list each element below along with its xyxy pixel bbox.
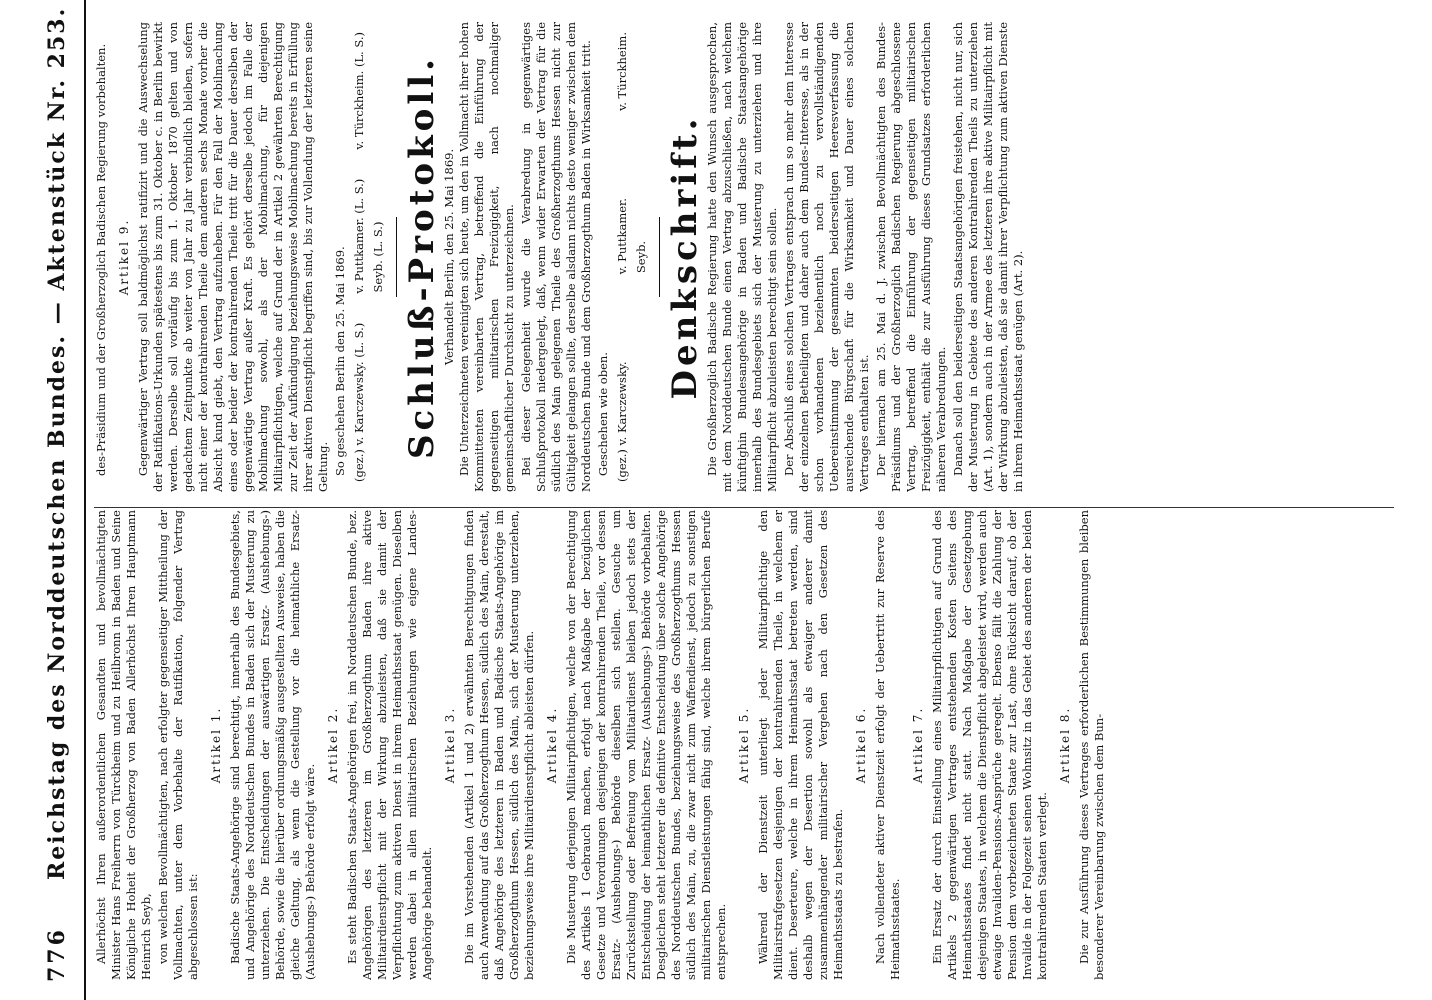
signature: v. Türckheim.	[615, 32, 629, 111]
paragraph: Danach soll den beiderseitigen Staatsangehörigen freistehen, nicht nur, sich der Musterung in Gebiete des anderen Kontrahirenden Theils zu unterziehen (Art. 1), sondern auch in der Armee des letzteren ihre aktive Militairpflicht mit der Wirkung abzuleisten, daß sie damit ihrer Verpflichtung zum aktiven Dienste in ihrem Heimathsstaat genügen (Art. 2).	[951, 22, 1025, 492]
article-heading: Artikel 4.	[545, 706, 559, 784]
paragraph: Die im Vorstehenden (Artikel 1 und 2) erwähnten Berechtigungen finden auch Anwendung auf das Großherzogthum Hessen, südlich des Main, derestalt, daß Angehörige des letzteren in Baden und Badische Staats-Angehörige im Großherzogthum Hessen, südlich des Main, sich der Musterung unterziehen, beziehungsweise ihre Militairdienstpflicht ableisten dürfen.	[462, 510, 536, 980]
digitization-credit	[1410, 0, 1430, 1000]
paragraph: Die zur Ausführung dieses Vertrages erforderlichen Bestimmungen bleiben besonderer Vereinbarung zwischen dem Bun-	[1077, 510, 1106, 980]
article-heading: Artikel 9.	[117, 218, 131, 296]
article-heading: Artikel 5.	[737, 706, 751, 784]
signature: Seyb. (L. S.)	[371, 221, 385, 293]
paragraph: Während der Dienstzeit unterliegt jeder Militairpflichtige den Militairstrafgesetzen desjenigen der kontrahirenden Theile, in welchem er dient. Deserteure, welche in ihrem Heimathsstaat betreten werden, sind deshalb wegen der Desertion sowohl als etwaiger anderer damit zusammenhängender militairischer Vergehen nach den Gesetzen des Heimathsstaats zu bestrafen.	[756, 510, 845, 980]
paragraph: Bei dieser Gelegenheit wurde die Verabredung in gegenwärtiges Schlußprotokoll niedergelegt, daß, wenn wider Erwarten der Vertrag für die südlich des Main gelegenen Theile des Großherzogthums Hessen nicht zur Gültigkeit gelangen sollte, derselbe alsdann nichts desto weniger zwischen dem Norddeutschen Bunde und dem Großherzogthum Baden in Wirksamkeit tritt.	[519, 22, 593, 492]
paragraph: des-Präsidium und der Großherzoglich Badischen Regierung vorbehalten.	[94, 43, 108, 476]
signature-row	[352, 22, 367, 492]
article-heading: Artikel 3.	[443, 706, 457, 784]
date-line: Verhandelt Berlin, den 25. Mai 1869.	[442, 148, 456, 366]
rotated-document-page	[16, 0, 1416, 1000]
paragraph: Der hiernach am 25. Mai d. J. zwischen Bevollmächtigten des Bundes-Präsidiums und der Großherzoglich Badischen Regierung abgeschlossene Vertrag, betreffend die Einführung der gegenseitigen militairischen Freizügigkeit, enthält die zur Ausführung dieses Grundsatzes erforderlichen näheren Verabredungen.	[874, 22, 948, 492]
paragraph: Allerhöchst Ihren außerordentlichen Gesandten und bevollmächtigten Minister Hans Freiherrn von Türckheim und zu Heilbronn in Baden und Seine Königliche Hoheit der Großherzog von Baden Allerhöchst Ihren Hauptmann Heinrich Seyb,	[94, 510, 153, 980]
paragraph: Ein Ersatz der durch Einstellung eines Militairpflichtigen auf Grund des Artikels 2 gegenwärtigen Vertrages entstehenden Kosten Seitens des Heimathsstaates findet nicht statt. Nach Maßgabe der Gesetzgebung desjenigen Staates, in welchem die Dienstpflicht abgeleistet wird, werden auch etwaige Invaliden-Pensions-Ansprüche geregelt. Ebenso fällt die Zahlung der Pension dem vorbezeichneten Staate zur Last, ohne Rücksicht darauf, ob der Invalide in der Folgezeit seinen Wohnsitz in das Gebiet des anderen der beiden kontrahirenden Staaten verlegt.	[930, 510, 1049, 980]
paragraph: Nach vollendeter aktiver Dienstzeit erfolgt der Uebertritt zur Reserve des Heimathsstaates.	[873, 510, 902, 980]
signature: (gez.) v. Karczewsky.	[615, 361, 629, 482]
date-line: So geschehen Berlin den 25. Mai 1869.	[333, 246, 347, 476]
paragraph: Geschehen wie oben.	[596, 352, 610, 476]
page-number: 776	[44, 927, 70, 982]
signature: v. Puttkamer.	[615, 198, 629, 275]
article-heading: Artikel 8.	[1058, 706, 1072, 784]
signature: (gez.) v. Karczewsky. (L. S.)	[352, 322, 366, 482]
paragraph: Badische Staats-Angehörige sind berechtigt, innerhalb des Bundesgebiets, und Angehörige des Norddeutschen Bundes in Baden sich der Musterung zu unterziehen. Die Entscheidungen der auswärtigen Ersatz- (Aushebungs-) Behörde, sowie die hierüber ordnungsmäßig ausgestellten Ausweise, haben die gleiche Geltung, als wenn die Gestellung vor die heimathliche Ersatz- (Aushebungs-) Behörde erfolgt wäre.	[228, 510, 317, 980]
article-heading: Artikel 1.	[209, 706, 223, 784]
paragraph: Der Abschluß eines solchen Vertrages entsprach um so mehr dem Interesse der einzelnen Betheiligten und daher auch dem Bundes-Interesse, als in der schon vorhandenen beziehentlich noch zu vervollständigenden Uebereinstimmung der gesammten beiderseitigen Heeresverfassung die ausreichende Bürgschaft für die Wirksamkeit und Dauer eines solchen Vertrages enthalten ist.	[782, 22, 871, 492]
article-heading: Artikel 7.	[911, 706, 925, 784]
separator-rule	[396, 217, 397, 297]
paragraph: Die Musterung derjenigen Militairpflichtigen, welche von der Berechtigung des Artikels 1 Gebrauch machen, erfolgt nach Maßgabe der bezüglichen Gesetze und Verordnungen desjenigen der kontrahirenden Theile, vor dessen Ersatz- (Aushebungs-) Behörde dieselben sich stellen. Gesuche um Zurückstellung oder Befreiung vom Militairdienst bleiben jedoch stets der Entscheidung der heimathlichen Ersatz- (Aushebungs-) Behörde vorbehalten. Desgleichen steht letzterer die definitive Entscheidung über solche Angehörige des Norddeutschen Bundes, beziehungsweise des Großherzogthums Hessen südlich des Main, zu, die zwar nicht zum Waffendienst, jedoch zu sonstigen militairischen Dienstleistungen fähig sind, welche ihrem bürgerlichen Berufe entsprechen.	[564, 510, 728, 980]
running-title: Reichstag des Norddeutschen Bundes. — Aktenstück Nr. 253.	[44, 6, 70, 880]
right-column	[94, 22, 1394, 492]
article-heading: Artikel 6.	[854, 706, 868, 784]
paragraph: Die Unterzeichneten vereinigten sich heute, um den in Vollmacht ihrer hohen Kommittenten vereinbarten Vertrag, betreffend die Einführung der gegenseitigen militairischen Freizügigkeit, nach nochmaliger gemeinschaftlicher Durchsicht zu unterzeichnen.	[457, 22, 516, 492]
separator-rule	[659, 217, 660, 297]
paragraph: von welchen Bevollmächtigten, nach erfolgter gegenseitiger Mittheilung der Vollmachten, unter dem Vorbehalte der Ratifikation, folgender Vertrag abgeschlossen ist:	[156, 510, 200, 980]
signature: v. Türckheim. (L. S.)	[352, 32, 366, 150]
signature: v. Puttkamer. (L. S.)	[352, 178, 366, 294]
section-heading: Schluß-Protokoll.	[402, 55, 442, 459]
signature-row	[615, 22, 630, 492]
column-divider	[94, 507, 1394, 508]
paragraph: Gegenwärtiger Vertrag soll baldmöglichst ratifizirt und die Auswechselung der Ratifikations-Urkunden spätestens bis zum 31. Oktober c. in Berlin bewirkt werden. Derselbe soll vorläufig bis zum 1. Oktober 1870 gelten und von gedachtem Zeitpunkte ab weiter von Jahr zu Jahr verbindlich bleiben, sofern nicht einer der kontrahirenden Theile dem anderen sechs Monate vorher die Absicht kund giebt, den Vertrag aufzuheben. Für den Fall der Mobilmachung eines oder beider der kontrahirenden Theile tritt für die Dauer derselben der gegenwärtige Vertrag außer Kraft. Es gehört derselbe jedoch im Falle der Mobilmachung sowohl, als der Mobilmachung, für diejenigen Militairpflichtigen, welche auf Grund der in Artikel 2 gewährten Berechtigung zur Zeit der Aufkündigung beziehungsweise Mobilmachung bereits in Erfüllung ihrer aktiven Dienstpflicht begriffen sind, bis zur Vollendung der letzteren seine Geltung.	[136, 22, 330, 492]
paragraph: Die Großherzoglich Badische Regierung hatte den Wunsch ausgesprochen, mit dem Norddeutschen Bunde einen Vertrag abzuschließen, nach welchem künftighin Bundesangehörige in Baden und Badische Staatsangehörige innerhalb des Bundesgebiets sich der Musterung zu unterziehen und ihre Militairpflicht abzuleisten berechtigt sein sollen.	[705, 22, 779, 492]
signature: Seyb.	[634, 240, 648, 274]
article-heading: Artikel 2.	[326, 706, 340, 784]
page-header	[36, 0, 86, 1000]
left-column	[94, 510, 1394, 980]
paragraph: Es steht Badischen Staats-Angehörigen frei, im Norddeutschen Bunde, bez. Angehörigen des letzteren im Großherzogthum Baden ihre aktive Militairdienstpflicht mit der Wirkung abzuleisten, daß sie damit der Verpflichtung zum aktiven Dienst in ihrem Heimathsstaat genügen. Dieselben werden dabei in allen militairischen Beziehungen wie eigene Landes-Angehörige behandelt.	[345, 510, 434, 980]
section-heading: Denkschrift.	[665, 114, 705, 400]
